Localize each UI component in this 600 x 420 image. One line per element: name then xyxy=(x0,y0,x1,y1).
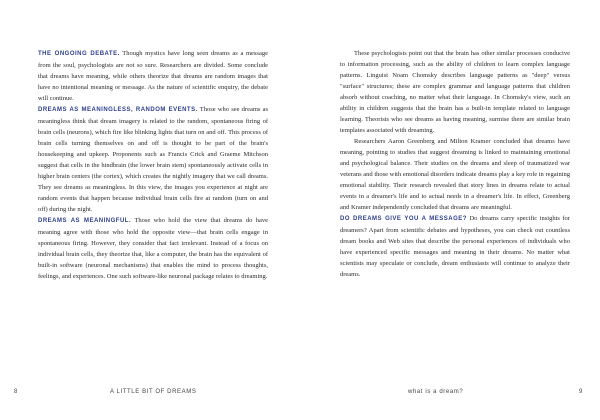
heading-ongoing-debate: THE ONGOING DEBATE. xyxy=(38,51,120,57)
body-text: Researchers Aaron Greenberg and Milton Kramer concluded that dreams have meaning, pointing to studies that suggest dreaming is linked to maintaining emotional and psychological balance. Their studies on the dreams and sleep of traumatized war veterans and those with emotional disorders indicate dreams play a key role in regaining emotional stability. Their research revealed that story lines in dreams relate to actual events in a dreamer's life and to actual needs in a dreamer's life. In effect, Greenberg and Kramer independently concluded that dreams are meaningful. xyxy=(340,138,570,211)
heading-meaningful: DREAMS AS MEANINGFUL. xyxy=(38,218,132,224)
page-number-right: 9 xyxy=(579,389,583,395)
paragraph-ongoing-debate xyxy=(38,48,268,104)
left-page-text xyxy=(38,48,268,282)
body-text: These psychologists point out that the brain has other similar processes conducive to information processing, such as the ability of children to learn complex language patterns. Linguist Noam Chomsky describes language patterns as "deep" versus "surface" structures; these are complex grammar and language patterns that children absorb without coaching, no matter what their language. In Chomsky's view, such an ability in children suggests that the brain has a built-in template related to language learning. Theorists who see dreams as having meaning, surmise there are similar brain templates associated with dreaming. xyxy=(340,50,570,134)
page-number-left: 8 xyxy=(14,389,18,395)
paragraph-researchers xyxy=(340,136,570,213)
body-text: Those who see dreams as meaningless think that dream imagery is related to the random, spontaneous firing of brain cells (neurons), which fire like blinking lights that turn on and off. This process of brain cells turning themselves on and off is thought to be part of the brain's housekeeping and upkeep. Proponents such as Francis Crick and Graeme Mitchson suggest that cells in the hindbrain (the lower brain stem) spontaneously activate cells in higher brain centers (the cortex), which creates the nightly imagery that we call dreams. They see dreams as meaningless. In this view, the images you experience at night are random events that happen because individual brain cells fire at random (turn on and off) during the night. xyxy=(38,106,269,213)
heading-meaningless: DREAMS AS MEANINGLESS, RANDOM EVENTS. xyxy=(38,107,198,113)
heading-message: DO DREAMS GIVE YOU A MESSAGE? xyxy=(340,216,467,222)
paragraph-meaningful xyxy=(38,215,268,282)
paragraph-meaningless xyxy=(38,104,268,215)
right-page-text xyxy=(340,48,570,280)
body-text: Those who hold the view that dreams do have meaning agree with those who hold the opposite view—that brain cells engage in spontaneous firing. However, they consider that fact irrelevant. Instead of a focus on individual brain cells, they theorize that, like a computer, the brain has the equivalent of built-in software (neuronal mechanisms) that enables the mind to process thoughts, feelings, and experiences. One such software-like neuronal package relates to dreaming. xyxy=(38,217,268,280)
body-text: Though mystics have long seen dreams as a message from the soul, psychologists are not so sure. Researchers are divided. Some conclude that dreams have meaning, while others theorize that dreams are random images that have no intentional meaning or message. As the nature of scientific enquiry, the debate will continue. xyxy=(38,50,268,102)
paragraph-psychologists xyxy=(340,48,570,136)
running-head-right: what is a dream? xyxy=(408,389,464,395)
running-head-left: A LITTLE BIT OF DREAMS xyxy=(110,389,197,395)
body-text: Do dreams carry specific insights for dreamers? Apart from scientific debates and hypotheses, you can check out countless dream books and Web sites that describe the personal experiences of individuals who have experienced specific messages and meaning in their dreams. No matter what scientists may speculate or conclude, dream enthusiasts will continue to analyze their dreams. xyxy=(340,215,570,278)
paragraph-message xyxy=(340,213,570,280)
